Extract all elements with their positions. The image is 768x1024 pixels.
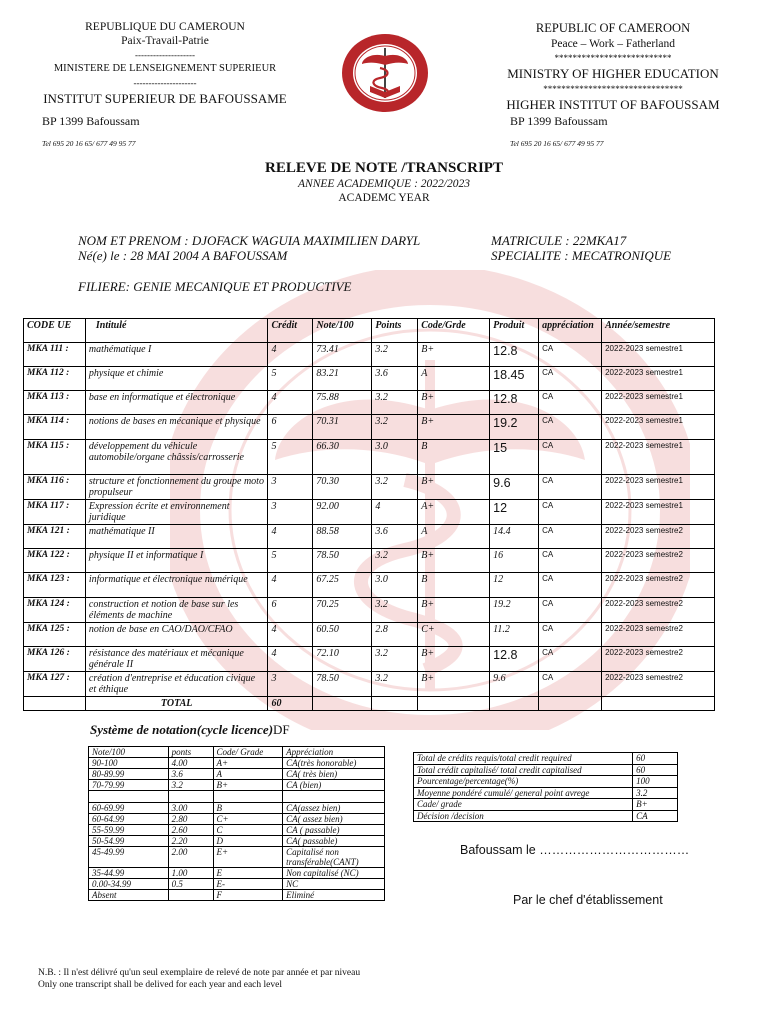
ue-note: 92.00 xyxy=(313,500,372,525)
ue-credit: 4 xyxy=(268,573,313,598)
ue-year-semester: 2022-2023 semestre2 xyxy=(602,598,715,623)
ue-note: 83.21 xyxy=(313,367,372,391)
ue-title: développement du véhicule automobile/organe châssis/carrosserie xyxy=(85,440,268,475)
ue-appreciation: CA xyxy=(539,672,602,697)
ue-appreciation: CA xyxy=(539,647,602,672)
grading-cell: Capitalisé non transférable(CANT) xyxy=(283,847,385,868)
summary-label: Cade/ grade xyxy=(414,799,633,811)
grades-table xyxy=(23,318,715,711)
grading-cell: 0.00-34.99 xyxy=(89,879,169,890)
grade-row xyxy=(24,415,715,440)
grading-row xyxy=(89,780,385,791)
grading-cell: 1.00 xyxy=(168,868,213,879)
ue-produit: 12.8 xyxy=(490,391,539,415)
ue-year-semester: 2022-2023 semestre1 xyxy=(602,500,715,525)
ue-appreciation: CA xyxy=(539,549,602,573)
summary-value: B+ xyxy=(633,799,678,811)
institute-fr: INSTITUT SUPERIEUR DE BAFOUSSAME xyxy=(43,91,287,106)
grade-row xyxy=(24,525,715,549)
grading-cell: CA( assez bien) xyxy=(283,814,385,825)
ue-code: MKA 122 : xyxy=(24,549,86,573)
ue-title: physique et chimie xyxy=(85,367,268,391)
ue-appreciation: CA xyxy=(539,415,602,440)
total-credit: 60 xyxy=(268,697,313,711)
ue-year-semester: 2022-2023 semestre1 xyxy=(602,475,715,500)
grading-title-suffix: DF xyxy=(273,722,290,737)
grading-cell xyxy=(168,890,213,901)
ue-points: 3.0 xyxy=(372,573,418,598)
grading-cell: B xyxy=(213,803,283,814)
grading-cell: C xyxy=(213,825,283,836)
ue-code: MKA 127 : xyxy=(24,672,86,697)
grading-row xyxy=(89,879,385,890)
grading-title-text: Système de notation(cycle licence) xyxy=(90,722,274,737)
ue-credit: 3 xyxy=(268,672,313,697)
ue-year-semester: 2022-2023 semestre2 xyxy=(602,525,715,549)
ue-points: 3.6 xyxy=(372,367,418,391)
grading-cell: F xyxy=(213,890,283,901)
grading-cell: A xyxy=(213,769,283,780)
col-header: Année/semestre xyxy=(602,319,715,343)
grading-cell: 2.20 xyxy=(168,836,213,847)
ue-year-semester: 2022-2023 semestre1 xyxy=(602,440,715,475)
ue-produit: 16 xyxy=(490,549,539,573)
summary-row xyxy=(414,799,678,811)
ue-credit: 4 xyxy=(268,343,313,367)
ue-credit: 5 xyxy=(268,367,313,391)
ue-year-semester: 2022-2023 semestre2 xyxy=(602,573,715,598)
summary-value: 60 xyxy=(633,764,678,776)
ue-grade: B xyxy=(418,440,490,475)
student-birth: Né(e) le : 28 MAI 2004 A BAFOUSSAM xyxy=(78,248,288,263)
grading-cell: 80-89.99 xyxy=(89,769,169,780)
ue-title: résistance des matériaux et mécanique générale II xyxy=(85,647,268,672)
grading-cell: 3.6 xyxy=(168,769,213,780)
ue-points: 3.2 xyxy=(372,549,418,573)
grade-row xyxy=(24,440,715,475)
ministry-en: MINISTRY OF HIGHER EDUCATION xyxy=(507,66,719,81)
ue-title: construction et notion de base sur les éléments de machine xyxy=(85,598,268,623)
ue-note: 67.25 xyxy=(313,573,372,598)
ue-produit: 9.6 xyxy=(490,475,539,500)
summary-row xyxy=(414,776,678,788)
grading-cell: 35-44.99 xyxy=(89,868,169,879)
academic-year: ANNEE ACADEMIQUE : 2022/2023 xyxy=(298,178,470,190)
student-name: NOM ET PRENOM : DJOFACK WAGUIA MAXIMILIEN DARYL xyxy=(78,233,421,248)
ue-points: 4 xyxy=(372,500,418,525)
ue-year-semester: 2022-2023 semestre2 xyxy=(602,672,715,697)
grade-row xyxy=(24,549,715,573)
ue-title: mathématique II xyxy=(85,525,268,549)
ue-points: 3.2 xyxy=(372,391,418,415)
grading-row xyxy=(89,769,385,780)
col-header: Crédit xyxy=(268,319,313,343)
ue-grade: C+ xyxy=(418,623,490,647)
ue-code: MKA 121 : xyxy=(24,525,86,549)
ue-code: MKA 123 : xyxy=(24,573,86,598)
ue-points: 3.2 xyxy=(372,415,418,440)
grading-cell: D xyxy=(213,836,283,847)
ue-appreciation: CA xyxy=(539,440,602,475)
bp-right: BP 1399 Bafoussam xyxy=(510,114,608,128)
ue-produit: 15 xyxy=(490,440,539,475)
ue-credit: 4 xyxy=(268,623,313,647)
grading-cell: 50-54.99 xyxy=(89,836,169,847)
ue-credit: 3 xyxy=(268,500,313,525)
ue-note: 88.58 xyxy=(313,525,372,549)
grading-col-header: Appréciation xyxy=(283,747,385,758)
ue-credit: 5 xyxy=(268,440,313,475)
grading-cell: C+ xyxy=(213,814,283,825)
summary-row xyxy=(414,753,678,765)
grade-row xyxy=(24,500,715,525)
summary-row xyxy=(414,787,678,799)
ue-year-semester: 2022-2023 semestre2 xyxy=(602,549,715,573)
ue-note: 70.30 xyxy=(313,475,372,500)
ue-code: MKA 111 : xyxy=(24,343,86,367)
ue-grade: A xyxy=(418,525,490,549)
grading-cell: CA(très honorable) xyxy=(283,758,385,769)
grading-cell: 55-59.99 xyxy=(89,825,169,836)
grading-row xyxy=(89,836,385,847)
grading-cell: CA( très bien) xyxy=(283,769,385,780)
ue-title: création d'entreprise et éducation civique et éthique xyxy=(85,672,268,697)
summary-row xyxy=(414,764,678,776)
ue-year-semester: 2022-2023 semestre2 xyxy=(602,623,715,647)
ue-credit: 4 xyxy=(268,647,313,672)
summary-table xyxy=(413,752,678,822)
ue-points: 3.0 xyxy=(372,440,418,475)
grading-row xyxy=(89,791,385,803)
grading-row xyxy=(89,890,385,901)
ue-grade: B xyxy=(418,573,490,598)
grade-row xyxy=(24,475,715,500)
ue-code: MKA 117 : xyxy=(24,500,86,525)
ue-note: 75.88 xyxy=(313,391,372,415)
ue-note: 78.50 xyxy=(313,672,372,697)
grading-cell: 70-79.99 xyxy=(89,780,169,791)
grading-cell: 2.80 xyxy=(168,814,213,825)
ue-produit: 12 xyxy=(490,573,539,598)
ue-note: 78.50 xyxy=(313,549,372,573)
bp-left: BP 1399 Bafoussam xyxy=(42,114,140,128)
summary-label: Moyenne pondéré cumulé/ general point avrege xyxy=(414,787,633,799)
summary-label: Décision /decision xyxy=(414,810,633,822)
ue-note: 72.10 xyxy=(313,647,372,672)
grading-cell: A+ xyxy=(213,758,283,769)
grading-row xyxy=(89,868,385,879)
col-header: Note/100 xyxy=(313,319,372,343)
ue-code: MKA 125 : xyxy=(24,623,86,647)
tel-right: Tel 695 20 16 65/ 677 49 95 77 xyxy=(510,139,604,148)
ue-produit: 19.2 xyxy=(490,598,539,623)
grading-row xyxy=(89,803,385,814)
separator: ******************************* xyxy=(543,84,683,94)
ue-credit: 6 xyxy=(268,415,313,440)
grade-row xyxy=(24,598,715,623)
separator: ************************** xyxy=(554,53,672,63)
grading-cell xyxy=(213,791,283,803)
ue-produit: 11.2 xyxy=(490,623,539,647)
ue-points: 3.6 xyxy=(372,525,418,549)
grade-row xyxy=(24,672,715,697)
ue-appreciation: CA xyxy=(539,525,602,549)
ue-grade: B+ xyxy=(418,647,490,672)
grading-cell: B+ xyxy=(213,780,283,791)
signature-chief: Par le chef d'établissement xyxy=(513,893,663,907)
ue-code: MKA 124 : xyxy=(24,598,86,623)
summary-value: 60 xyxy=(633,753,678,765)
header-left xyxy=(20,20,310,107)
motto-fr: Paix-Travail-Patrie xyxy=(121,35,209,47)
col-header: CODE UE xyxy=(24,319,86,343)
ue-year-semester: 2022-2023 semestre1 xyxy=(602,391,715,415)
ue-appreciation: CA xyxy=(539,391,602,415)
ue-produit: 14.4 xyxy=(490,525,539,549)
col-header: Code/Grde xyxy=(418,319,490,343)
grading-col-header: ponts xyxy=(168,747,213,758)
ue-points: 3.2 xyxy=(372,343,418,367)
ue-credit: 5 xyxy=(268,549,313,573)
ue-appreciation: CA xyxy=(539,367,602,391)
ue-points: 3.2 xyxy=(372,672,418,697)
grading-cell: CA ( passable) xyxy=(283,825,385,836)
ue-code: MKA 114 : xyxy=(24,415,86,440)
grading-header-row xyxy=(89,747,385,758)
ue-year-semester: 2022-2023 semestre1 xyxy=(602,415,715,440)
ue-grade: B+ xyxy=(418,415,490,440)
grading-cell: NC xyxy=(283,879,385,890)
grading-cell: 45-49.99 xyxy=(89,847,169,868)
ue-title: physique II et informatique I xyxy=(85,549,268,573)
ue-credit: 3 xyxy=(268,475,313,500)
table-header-row xyxy=(24,319,715,343)
grading-cell: 0.5 xyxy=(168,879,213,890)
ue-appreciation: CA xyxy=(539,623,602,647)
ue-produit: 18.45 xyxy=(490,367,539,391)
ue-produit: 12.8 xyxy=(490,343,539,367)
ue-code: MKA 112 : xyxy=(24,367,86,391)
grading-cell: E- xyxy=(213,879,283,890)
student-filiere: FILIERE: GENIE MECANIQUE ET PRODUCTIVE xyxy=(78,279,352,294)
grading-cell: 60-69.99 xyxy=(89,803,169,814)
ue-title: notions de bases en mécanique et physique xyxy=(85,415,268,440)
motto-en: Peace – Work – Fatherland xyxy=(550,38,676,50)
summary-label: Total de crédits requis/total credit required xyxy=(414,753,633,765)
ue-points: 3.2 xyxy=(372,598,418,623)
ue-credit: 6 xyxy=(268,598,313,623)
grading-cell: 3.00 xyxy=(168,803,213,814)
ue-produit: 12 xyxy=(490,500,539,525)
grade-row xyxy=(24,391,715,415)
total-row xyxy=(24,697,715,711)
ue-grade: B+ xyxy=(418,391,490,415)
ue-title: structure et fonctionnement du groupe moto propulseur xyxy=(85,475,268,500)
ue-grade: B+ xyxy=(418,672,490,697)
grade-row xyxy=(24,647,715,672)
ue-appreciation: CA xyxy=(539,500,602,525)
separator: -------------------- xyxy=(135,50,195,60)
grading-cell: Absent xyxy=(89,890,169,901)
grading-row xyxy=(89,825,385,836)
grading-cell: 4.00 xyxy=(168,758,213,769)
ue-grade: B+ xyxy=(418,549,490,573)
grading-cell: 60-64.99 xyxy=(89,814,169,825)
total-label: TOTAL xyxy=(85,697,268,711)
grading-cell xyxy=(283,791,385,803)
grading-cell xyxy=(168,791,213,803)
academic-year-en: ACADEMC YEAR xyxy=(338,192,430,204)
summary-value: 3.2 xyxy=(633,787,678,799)
tel-left: Tel 695 20 16 65/ 677 49 95 77 xyxy=(42,139,136,148)
ue-year-semester: 2022-2023 semestre2 xyxy=(602,647,715,672)
col-header: appréciation xyxy=(539,319,602,343)
grading-cell: 2.00 xyxy=(168,847,213,868)
ue-code: MKA 126 : xyxy=(24,647,86,672)
summary-value: CA xyxy=(633,810,678,822)
grade-row xyxy=(24,573,715,598)
grading-col-header: Note/100 xyxy=(89,747,169,758)
signature-place-date: Bafoussam le ……………………………… xyxy=(460,843,690,857)
institute-en: HIGHER INSTITUT OF BAFOUSSAM xyxy=(506,97,720,112)
col-header: Intitulé xyxy=(85,319,268,343)
ue-title: base en informatique et électronique xyxy=(85,391,268,415)
separator: --------------------- xyxy=(133,78,197,88)
grading-cell: 3.2 xyxy=(168,780,213,791)
student-matricule: MATRICULE : 22MKA17 xyxy=(491,233,627,248)
ue-note: 70.25 xyxy=(313,598,372,623)
col-header: Produit xyxy=(490,319,539,343)
summary-row xyxy=(414,810,678,822)
ue-grade: A xyxy=(418,367,490,391)
ue-produit: 12.8 xyxy=(490,647,539,672)
country-en: REPUBLIC OF CAMEROON xyxy=(535,21,691,35)
ue-appreciation: CA xyxy=(539,343,602,367)
ue-year-semester: 2022-2023 semestre1 xyxy=(602,343,715,367)
transcript-title: RELEVE DE NOTE /TRANSCRIPT xyxy=(265,160,503,176)
grading-cell: Eliminé xyxy=(283,890,385,901)
footer-note-en: Only one transcript shall be delived for each year and each level xyxy=(38,980,282,990)
grading-cell: E xyxy=(213,868,283,879)
ue-points: 3.2 xyxy=(372,647,418,672)
footer-note-fr: N.B. : Il n'est délivré qu'un seul exemplaire de relevé de note par année et par niveau xyxy=(38,968,361,978)
grading-cell: Non capitalisé (NC) xyxy=(283,868,385,879)
grading-cell: E+ xyxy=(213,847,283,868)
ue-produit: 19.2 xyxy=(490,415,539,440)
summary-label: Total crédit capitalisé/ total credit capitalised xyxy=(414,764,633,776)
summary-label: Pourcentage/percentage(%) xyxy=(414,776,633,788)
grading-system-title xyxy=(90,722,290,738)
ue-grade: B+ xyxy=(418,598,490,623)
grade-row xyxy=(24,623,715,647)
ue-note: 66.30 xyxy=(313,440,372,475)
grade-row xyxy=(24,367,715,391)
grading-cell: CA(assez bien) xyxy=(283,803,385,814)
ue-note: 70.31 xyxy=(313,415,372,440)
ue-title: notion de base en CAO/DAO/CFAO xyxy=(85,623,268,647)
ue-produit: 9.6 xyxy=(490,672,539,697)
ue-grade: B+ xyxy=(418,343,490,367)
ue-credit: 4 xyxy=(268,525,313,549)
grading-cell: CA (bien) xyxy=(283,780,385,791)
ue-title: informatique et électronique numérique xyxy=(85,573,268,598)
ue-credit: 4 xyxy=(268,391,313,415)
col-header: Points xyxy=(372,319,418,343)
grading-cell: CA( passable) xyxy=(283,836,385,847)
grading-cell: 90-100 xyxy=(89,758,169,769)
ue-grade: B+ xyxy=(418,475,490,500)
country-fr: REPUBLIQUE DU CAMEROUN xyxy=(85,21,245,33)
student-specialite: SPECIALITE : MECATRONIQUE xyxy=(491,248,672,263)
ue-grade: A+ xyxy=(418,500,490,525)
summary-value: 100 xyxy=(633,776,678,788)
grading-row xyxy=(89,847,385,868)
ue-points: 3.2 xyxy=(372,475,418,500)
ue-appreciation: CA xyxy=(539,573,602,598)
ue-title: mathématique I xyxy=(85,343,268,367)
header-right xyxy=(468,20,758,113)
institute-seal-logo xyxy=(340,32,430,114)
ue-code: MKA 116 : xyxy=(24,475,86,500)
grade-row xyxy=(24,343,715,367)
grading-row xyxy=(89,814,385,825)
grading-table xyxy=(88,746,385,901)
ministry-fr: MINISTERE DE LENSEIGNEMENT SUPERIEUR xyxy=(53,63,277,74)
grading-col-header: Code/ Grade xyxy=(213,747,283,758)
ue-appreciation: CA xyxy=(539,598,602,623)
grading-cell: 2.60 xyxy=(168,825,213,836)
ue-appreciation: CA xyxy=(539,475,602,500)
ue-note: 60.50 xyxy=(313,623,372,647)
grading-row xyxy=(89,758,385,769)
ue-note: 73.41 xyxy=(313,343,372,367)
ue-points: 2.8 xyxy=(372,623,418,647)
grading-cell xyxy=(89,791,169,803)
ue-code: MKA 113 : xyxy=(24,391,86,415)
ue-code: MKA 115 : xyxy=(24,440,86,475)
ue-year-semester: 2022-2023 semestre1 xyxy=(602,367,715,391)
ue-title: Expression écrite et environnement juridique xyxy=(85,500,268,525)
